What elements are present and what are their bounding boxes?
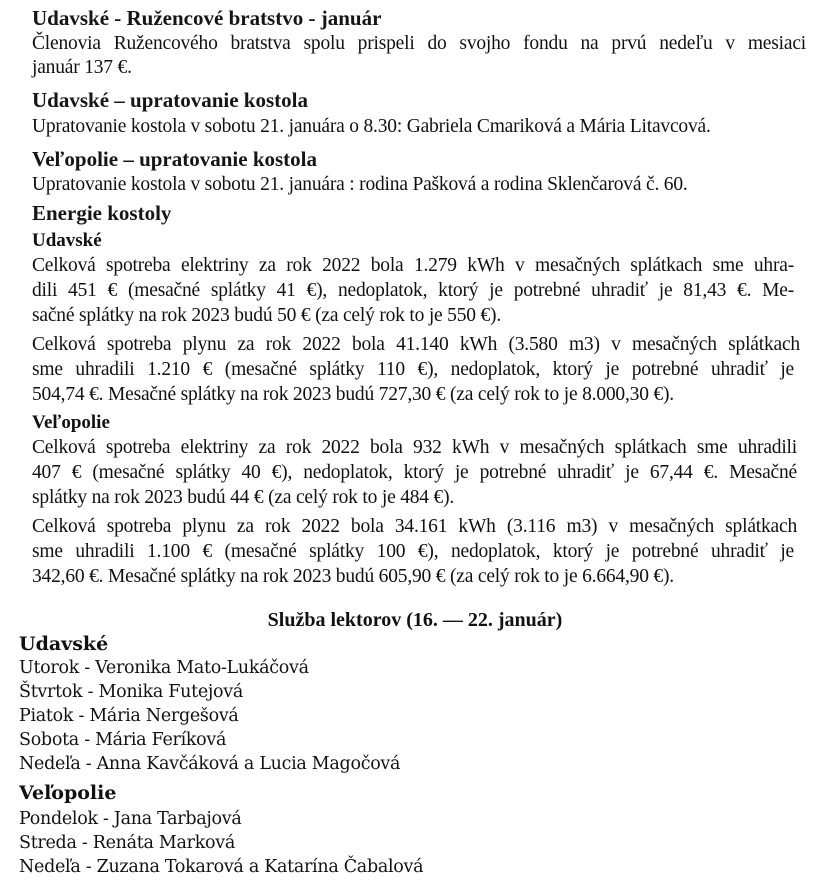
lector-item: Nedeľa - Anna Kavčáková a Lucia Magočová <box>19 754 401 774</box>
udavske-cleaning-heading: Udavské – upratovanie kostola <box>32 88 308 112</box>
lector-item: Nedeľa - Zuzana Tokarová a Katarína Čabalová <box>19 857 424 877</box>
energy-udavske-heading: Udavské <box>32 230 102 251</box>
energy-velopolie-gas-line-3: 342,60 €. Mesačné splátky na rok 2023 budú 605,90 € (za celý rok to je 6.664,90 €). <box>32 566 674 587</box>
udavske-cleaning-text: Upratovanie kostola v sobotu 21. januára o 8.30: Gabriela Cmariková a Mária Litavcová. <box>32 116 711 137</box>
lectors-heading: Služba lektorov (16. — 22. január) <box>267 609 563 631</box>
rosary-text-line-1: Členovia Ružencového bratstva spolu prispeli do svojho fondu na prvú nedeľu v mesiaci <box>32 33 806 54</box>
velopolie-cleaning-text: Upratovanie kostola v sobotu 21. januára : rodina Pašková a rodina Sklenčarová č. 60. <box>32 174 688 195</box>
energy-udavske-gas-line-1: Celková spotreba plynu za rok 2022 bola 41.140 kWh (3.580 m3) v mesačných splátkach <box>32 334 800 355</box>
energy-velopolie-electricity-line-3: splátky na rok 2023 budú 44 € (za celý rok to je 484 €). <box>32 487 455 508</box>
velopolie-cleaning-heading: Veľopolie – upratovanie kostola <box>32 147 318 171</box>
energy-velopolie-electricity-line-2: 407 € (mesačné splátky 40 €), nedoplatok, ktorý je potrebné uhradiť je 67,44 €. Mesačné <box>32 462 797 483</box>
rosary-heading: Udavské - Ružencové bratstvo - január <box>32 6 382 30</box>
energy-velopolie-electricity-line-1: Celková spotreba elektriny za rok 2022 bola 932 kWh v mesačných splátkach sme uhradili <box>32 437 797 458</box>
lector-item: Utorok - Veronika Mato-Lukáčová <box>19 658 309 678</box>
energy-velopolie-gas-line-1: Celková spotreba plynu za rok 2022 bola 34.161 kWh (3.116 m3) v mesačných splátkach <box>32 516 797 537</box>
lector-item: Sobota - Mária Feríková <box>19 730 227 750</box>
lector-item: Pondelok - Jana Tarbajová <box>19 809 242 829</box>
lectors-udavske-heading: Udavské <box>19 633 109 655</box>
energy-udavske-electricity-line-2: dili 451 € (mesačné splátky 41 €), nedoplatok, ktorý je potrebné uhradiť je 81,43 €. Me- <box>32 280 794 301</box>
lector-item: Piatok - Mária Nergešová <box>19 706 239 726</box>
energy-velopolie-heading: Veľopolie <box>32 412 110 433</box>
rosary-text-line-2: január 137 €. <box>32 57 132 78</box>
energy-udavske-gas-line-2: sme uhradili 1.210 € (mesačné splátky 110 €), nedoplatok, ktorý je potrebné uhradiť je <box>32 359 794 380</box>
energy-udavske-electricity-line-3: sačné splátky na rok 2023 budú 50 € (za celý rok to je 550 €). <box>32 305 502 326</box>
lector-item: Štvrtok - Monika Futejová <box>19 682 243 702</box>
energy-udavske-gas-line-3: 504,74 €. Mesačné splátky na rok 2023 budú 727,30 € (za celý rok to je 8.000,30 €). <box>32 384 674 405</box>
lectors-velopolie-heading: Veľopolie <box>19 782 117 804</box>
energy-velopolie-gas-line-2: sme uhradili 1.100 € (mesačné splátky 100 €), nedoplatok, ktorý je potrebné uhradiť je <box>32 541 794 562</box>
lector-item: Streda - Renáta Marková <box>19 833 235 853</box>
energy-udavske-electricity-line-1: Celková spotreba elektriny za rok 2022 bola 1.279 kWh v mesačných splátkach sme uhra- <box>32 255 794 276</box>
energy-heading: Energie kostoly <box>32 201 172 225</box>
